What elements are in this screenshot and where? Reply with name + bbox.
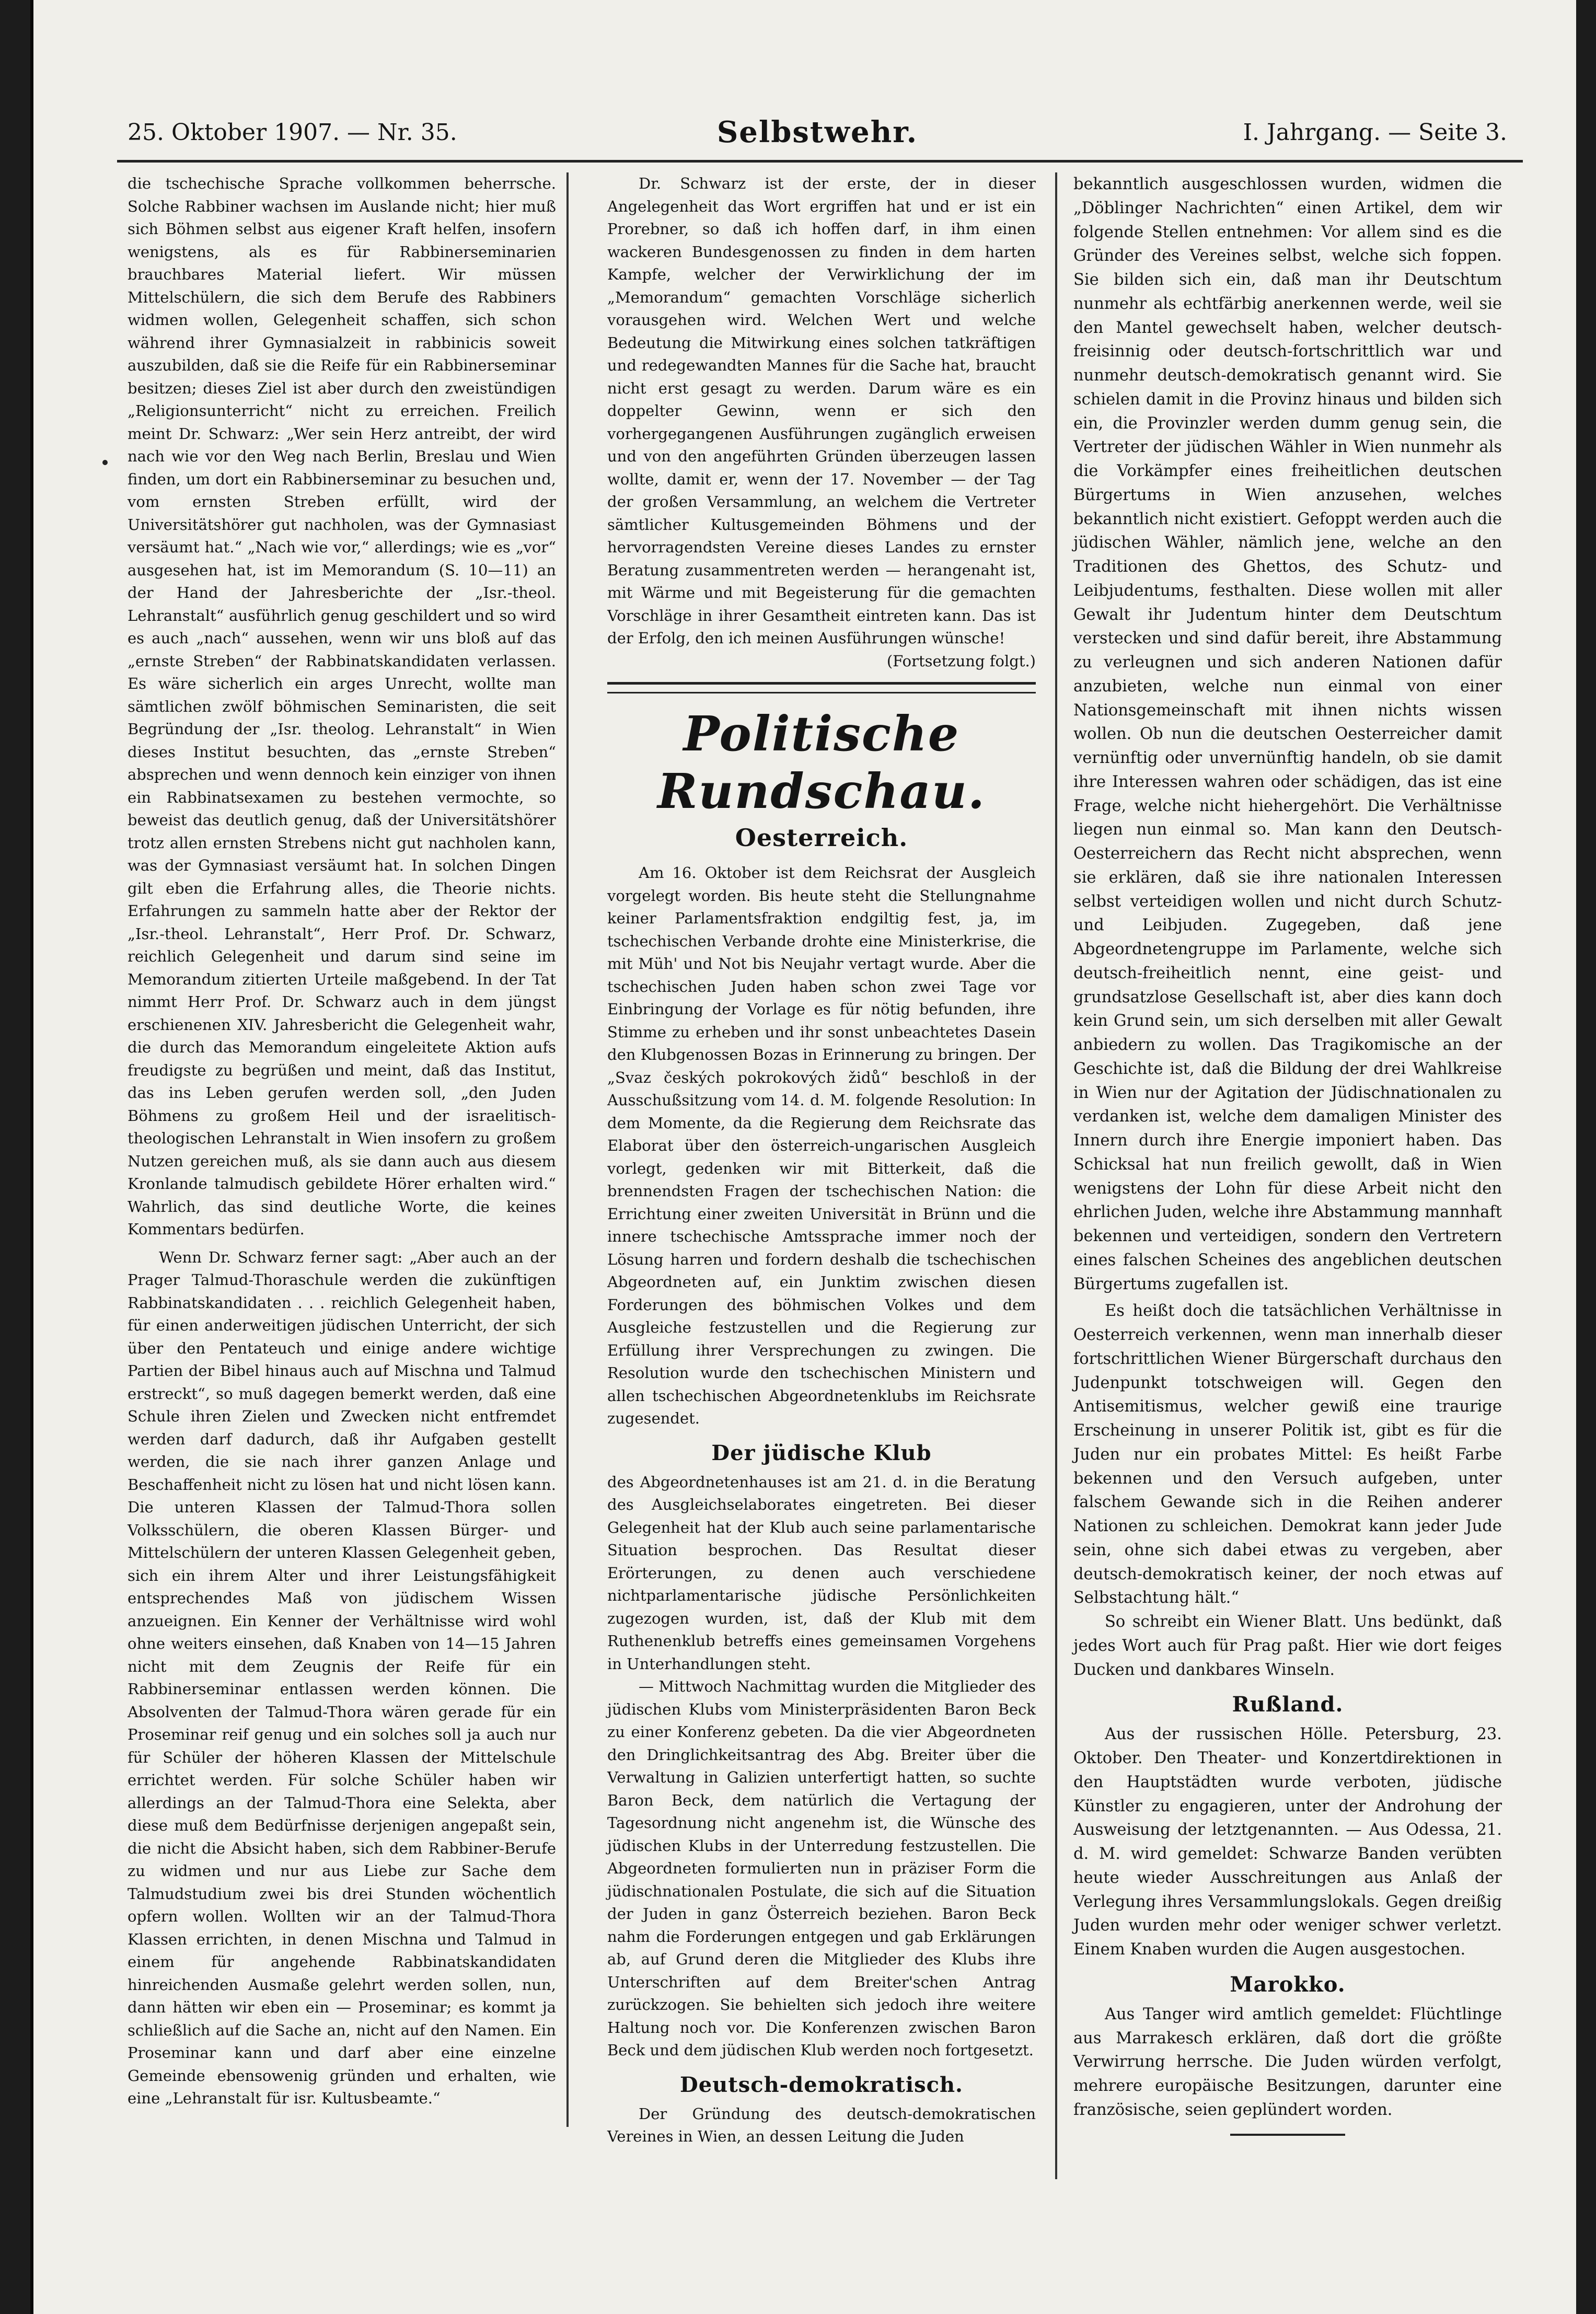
issue-date: 25. Oktober 1907. — Nr. 35. — [128, 119, 457, 146]
column-1 — [128, 172, 556, 2127]
subheading: Deutsch-demokratisch. — [680, 2072, 963, 2097]
header-rule — [117, 160, 1523, 163]
paragraph: Dr. Schwarz ist der erste, der in dieser Angelegenheit das Wort ergriffen hat und er ist ein Prorebner, so daß ich hoffen darf, in ihm einen wackeren Bundesgenossen zu finden in dem harten Kampfe, welcher der Verwirklichung der im „Memorandum“ gemachten Vorschläge sicherlich vorausgehen wird. Welchen Wert und welche Bedeutung die Mitwirkung eines solchen tatkräftigen und redegewandten Mannes für die Sache hat, braucht nicht erst gesagt zu werden. Darum wäre es ein doppelter Gewinn, wenn er sich den vorhergegangenen Ausführungen zugänglich erweisen und von den angeführten Gründen überzeugen lassen wollte, damit er, wenn der 17. November — der Tag der großen Versammlung, an welchem die Vertreter sämtlicher Kultusgemeinden Böhmens und der hervorragendsten Vereine dieses Landes zu ernster Beratung zusammentreten werden — herangenaht ist, mit Wärme und mit Begeisterung für die gemachten Vorschläge in ihrer Gesamtheit eintreten kann. Das ist der Erfolg, den ich meinen Ausführungen wünsche! — [607, 175, 1036, 647]
column-rule — [566, 172, 569, 2127]
page-number: I. Jahrgang. — Seite 3. — [1243, 119, 1507, 146]
paragraph: Der Gründung des deutsch-demokratischen Vereines in Wien, an dessen Leitung die Juden — [607, 2104, 1036, 2145]
paragraph: des Abgeordnetenhauses ist am 21. d. in die Beratung des Ausgleichselaborates eingetreten. Bei dieser Gelegenheit hat der Klub auch seine parlamentarische Situation besprochen. Das Resultat dieser Erörterungen, zu denen auch verschiedene nichtparlamentarische jüdische Persönlichkeiten zugezogen wurden, ist, daß der Klub mit dem Ruthenenklub betreffs eines gemeinsamen Vorgehens in Unterhandlungen steht. — [607, 1473, 1036, 1673]
paragraph: die tschechische Sprache vollkommen beherrsche. Solche Rabbiner wachsen im Auslande nicht; hier muß sich Böhmen selbst aus eigener Kraft helfen, insofern wenigstens, als es für Rabbinerseminarien brauchbares Material liefert. Wir müssen Mittelschülern, die sich dem Berufe des Rabbiners widmen wollen, Gelegenheit schaffen, sich schon während ihrer Gymnasialzeit in rabbinicis soweit auszubilden, daß sie die Reife für ein Rabbinerseminar besitzen; dieses Ziel ist aber durch den zweistündigen „Religionsunterricht“ nicht zu erreichen. Freilich meint Dr. Schwarz: „Wer sein Herz antreibt, der wird nach wie vor den Weg nach Berlin, Breslau und Wien finden, um dort ein Rabbinerseminar zu besuchen und, vom ernsten Streben erfüllt, wird der Universitätshörer gut nachholen, was der Gymnasiast versäumt hat.“ „Nach wie vor,“ allerdings; wie es „vor“ ausgesehen hat, ist im Memorandum (S. 10—11) an der Hand der Jahresberichte der „Isr.-theol. Lehranstalt“ ausführlich genug geschildert und so wird es auch „nach“ aussehen, wenn wir uns bloß auf das „ernste Streben“ der Rabbinatskandidaten verlassen. Es wäre sicherlich ein arges Unrecht, wollte man sämtlichen zwölf böhmischen Seminaristen, die seit Begründung der „Isr. theolog. Lehranstalt“ in Wien dieses Institut besuchten, das „ernste Streben“ absprechen und wenn dennoch kein einziger von ihnen ein Rabbinatsexamen zu bestehen vermochte, so beweist das deutlich genug, daß der Universitätshörer trotz allen ernsten Strebens nicht gut nachholen kann, was der Gymnasiast versäumt hat. In solchen Dingen gilt eben die Erfahrung alles, die Theorie nichts. Erfahrungen zu sammeln hatte aber der Rektor der „Isr.-theol. Lehranstalt“, Herr Prof. Dr. Schwarz, reichlich Gelegenheit und darum sind seine im Memorandum zitierten Urteile maßgebend. In der Tat nimmt Herr Prof. Dr. Schwarz auch in dem jüngst erschienenen XIV. Jahresbericht die Gelegenheit wahr, die durch das Memorandum eingeleitete Aktion aufs freudigste zu begrüßen und meint, daß das Institut, das ins Leben gerufen werden soll, „den Juden Böhmens zu großem Heil und der israelitisch-theologischen Lehranstalt in Wien insofern zu großem Nutzen gereichen muß, als sie dann auch aus diesem Kronlande talmudisch gebildete Hörer erhalten wird.“ Wahrlich, das sind deutliche Worte, die keines Kommentars bedürfen. — [128, 175, 556, 1238]
column-3 — [1073, 172, 1502, 2179]
country-heading: Marokko. — [1230, 1972, 1346, 1997]
continuation-note: (Fortsetzung folgt.) — [886, 652, 1036, 670]
paragraph: Wenn Dr. Schwarz ferner sagt: „Aber auch an der Prager Talmud-Thoraschule werden die zukünftigen Rabbinatskandidaten . . . reichlich Gelegenheit haben, für einen anderweitigen jüdischen Unterricht, der sich über den Pentateuch und einige andere wichtige Partien der Bibel hinaus auch auf Mischna und Talmud erstreckt“, so muß dagegen bemerkt werden, daß eine Schule ihren Zielen und Zwecken nicht entfremdet werden darf dadurch, daß ihr Aufgaben gestellt werden, die sie nach ihrer ganzen Anlage und Beschaffenheit nicht zu lösen hat und nicht lösen kann. Die unteren Klassen der Talmud-Thora sollen Volksschülern, die oberen Klassen Bürger- und Mittelschülern der unteren Klassen Gelegenheit geben, sich ein ihrem Alter und ihrer Leistungsfähigkeit entsprechendes Maß von jüdischem Wissen anzueignen. Ein Kenner der Verhältnisse wird wohl ohne weiters einsehen, daß Knaben von 14—15 Jahren nicht mit dem Zeugnis der Reife für ein Rabbinerseminar entlassen werden können. Die Absolventen der Talmud-Thora wären gerade für ein Proseminar reif genug und ein solches soll ja auch nur für Schüler der höheren Klassen der Mittelschule errichtet werden. Für solche Schüler haben wir allerdings an der Talmud-Thora eine Selekta, aber diese muß dem Bedürfnisse derjenigen angepaßt sein, die nicht die Absicht haben, sich dem Rabbiner-Berufe zu widmen und nur aus Liebe zur Sache dem Talmudstudium zwei bis drei Stunden wöchentlich opfern wollen. Wollten wir an der Talmud-Thora Klassen errichten, in denen Mischna und Talmud in einem für angehende Rabbinatskandidaten hinreichenden Ausmaße gelehrt werden sollen, nun, dann hätten wir eben ein — Proseminar; es kommt ja schließlich auf die Sache an, nicht auf den Namen. Ein Proseminar kann und darf aber eine einzelne Gemeinde ebensowenig gründen und erhalten, wie eine „Lehranstalt für isr. Kultusbeamte.“ — [128, 1248, 556, 2107]
paragraph: Aus Tanger wird amtlich gemeldet: Flüchtlinge aus Marrakesch erklären, daß dort die größte Verwirrung herrsche. Die Juden würden verfolgt, mehrere europäische Besitzungen, darunter eine französische, seien geplündert worden. — [1073, 2005, 1502, 2119]
subheading: Der jüdische Klub — [711, 1440, 932, 1465]
margin-mark — [102, 460, 108, 465]
masthead-title: Selbstwehr. — [716, 115, 918, 149]
section-rule — [607, 682, 1036, 693]
end-rule — [1230, 2134, 1345, 2136]
paragraph: Es heißt doch die tatsächlichen Verhältnisse in Oesterreich verkennen, wenn man innerhalb dieser fortschrittlichen Wiener Bürgerschaft durchaus den Judenpunkt totschweigen will. Gegen den Antisemitismus, welcher gewiß eine traurige Erscheinung in unserer Politik ist, gibt es für die Juden nur ein probates Mittel: Es heißt Farbe bekennen und den Versuch aufgeben, unter falschem Gewande sich in die Reihen anderer Nationen zu schleichen. Demokrat kann jeder Jude sein, ohne sich dabei etwas zu vergeben, aber deutsch-demokratisch keiner, der noch etwas auf Selbstachtung hält.“ — [1073, 1302, 1502, 1607]
page-header — [128, 115, 1507, 152]
newspaper-page — [30, 0, 1576, 2314]
section-title: Politische Rundschau. — [657, 705, 986, 819]
paragraph: — Mittwoch Nachmittag wurden die Mitglieder des jüdischen Klubs vom Ministerpräsidenten Baron Beck zu einer Konferenz gebeten. Da die vier Abgeordneten den Dringlichkeitsantrag des Abg. Breiter über die Verwaltung in Galizien unterfertigt hatten, so suchte Baron Beck, dem natürlich die Vertagung der Tagesordnung nicht angenehm ist, die Wünsche des jüdischen Klubs in der Unterredung festzustellen. Die Abgeordneten formulierten nun in präziser Form die jüdischnationalen Postulate, die sich auf die Situation der Juden in ganz Österreich beziehen. Baron Beck nahm die Forderungen entgegen und gab Erklärungen ab, auf Grund deren die Mitglieder des Klubs ihre Unterschriften auf dem Breiter'schen Antrag zurückzogen. Sie behielten sich jedoch ihre weitere Haltung noch vor. Die Konferenzen zwischen Baron Beck und dem jüdischen Klub werden noch fortgesetzt. — [607, 1677, 1036, 2059]
column-2 — [607, 172, 1036, 2179]
country-heading: Rußland. — [1232, 1692, 1344, 1717]
paragraph: So schreibt ein Wiener Blatt. Uns bedünkt, daß jedes Wort auch für Prag paßt. Hier wie dort feiges Ducken und dankbares Winseln. — [1073, 1613, 1502, 1679]
country-heading: Oesterreich. — [735, 824, 908, 852]
column-rule — [1055, 172, 1057, 2179]
paragraph: bekanntlich ausgeschlossen wurden, widmen die „Döblinger Nachrichten“ einen Artikel, dem wir folgende Stellen entnehmen: Vor allem sind es die Gründer des Vereines selbst, welche sich foppen. Sie bilden sich ein, daß man ihr Deutschtum nunmehr als echtfärbig anerkennen werde, weil sie den Mantel gewechselt haben, welcher deutsch-freisinnig oder deutsch-fortschrittlich war und nunmehr deutsch-demokratisch genannt wird. Sie schielen damit in die Provinz hinaus und bilden sich ein, die Provinzler werden dumm genug sein, die Vertreter der jüdischen Wähler in Wien nunmehr als die Vorkämpfer eines freiheitlichen deutschen Bürgertums in Wien anzusehen, welches bekanntlich nicht existiert. Gefoppt werden auch die jüdischen Wähler, nämlich jene, welche an den Traditionen des Ghettos, des Schutz- und Leibjudentums, festhalten. Diese wollen mit aller Gewalt ihr Judentum hinter dem Deutschtum verstecken und sind dafür bereit, ihre Abstammung zu verleugnen und sich anderen Nationen dafür anzubieten, welche nun einmal von einer Nationsgemeinschaft mit ihnen nichts wissen wollen. Ob nun die deutschen Oesterreicher damit vernünftig oder unvernünftig handeln, ob sie damit ihre Interessen wahren oder schädigen, das ist eine Frage, welche nicht hiehergehört. Die Verhältnisse liegen nun einmal so. Man kann den Deutsch-Oesterreichern das Recht nicht absprechen, wenn sie erklären, daß sie ihre nationalen Interessen selbst verteidigen wollen und nicht durch Schutz- und Leibjuden. Zugegeben, daß jene Abgeordnetengruppe im Parlamente, welche sich deutsch-freiheitlich nennt, eine geist- und grundsatzlose Gesellschaft ist, aber dies kann doch kein Grund sein, um sich derselben mit aller Gewalt anbiedern zu wollen. Das Tragikomische an der Geschichte ist, daß die Bildung der drei Wahlkreise in Wien nur der Agitation der Jüdischnationalen zu verdanken ist, welche dem damaligen Minister des Innern durch ihre Energie imponiert haben. Das Schicksal hat nun freilich gewollt, daß in Wien wenigstens der Lohn für diese Arbeit nicht den ehrlichen Juden, welche ihre Abstammung mannhaft bekennen und verteidigen, sondern den Vertretern eines falschen Scheines des angeblichen deutschen Bürgertums zugefallen ist. — [1073, 175, 1502, 1293]
paragraph: Aus der russischen Hölle. Petersburg, 23. Oktober. Den Theater- und Konzertdirektionen in den Hauptstädten wurde verboten, jüdische Künstler zu engagieren, unter der Androhung der Ausweisung der letztgenannten. — Aus Odessa, 21. d. M. wird gemeldet: Schwarze Banden verübten heute wieder Ausschreitungen aus Anlaß der Verlegung ihres Versammlungslokals. Gegen dreißig Juden wurden mehr oder weniger schwer verletzt. Einem Knaben wurden die Augen ausgestochen. — [1073, 1725, 1502, 1959]
paragraph: Am 16. Oktober ist dem Reichsrat der Ausgleich vorgelegt worden. Bis heute steht die Stellungnahme keiner Parlamentsfraktion endgiltig fest, ja, im tschechischen Verbande drohte eine Ministerkrise, die mit Müh' und Not bis Neujahr vertagt wurde. Aber die tschechischen Juden haben schon zwei Tage vor Einbringung der Vorlage es für nötig befunden, ihre Stimme zu erheben und ihr sonst unbeachtetes Dasein den Klubgenossen Bozas in Erinnerung zu bringen. Der „Svaz českých pokrokových židů“ beschloß in der Ausschußsitzung vom 14. d. M. folgende Resolution: In dem Momente, da die Regierung dem Reichsrate das Elaborat über den österreich-ungarischen Ausgleich vorlegt, gedenken wir mit Bitterkeit, daß die brennendsten Fragen der tschechischen Nation: die Errichtung einer zweiten Universität in Brünn und die innere tschechische Amtssprache immer noch der Lösung harren und fordern deshalb die tschechischen Abgeordneten auf, ein Junktim zwischen diesen Forderungen des böhmischen Volkes und dem Ausgleiche festzustellen und die Regierung zur Erfüllung ihrer Versprechungen zu zwingen. Die Resolution wurde den tschechischen Ministern und allen tschechischen Abgeordnetenklubs im Reichsrate zugesendet. — [607, 864, 1036, 1427]
